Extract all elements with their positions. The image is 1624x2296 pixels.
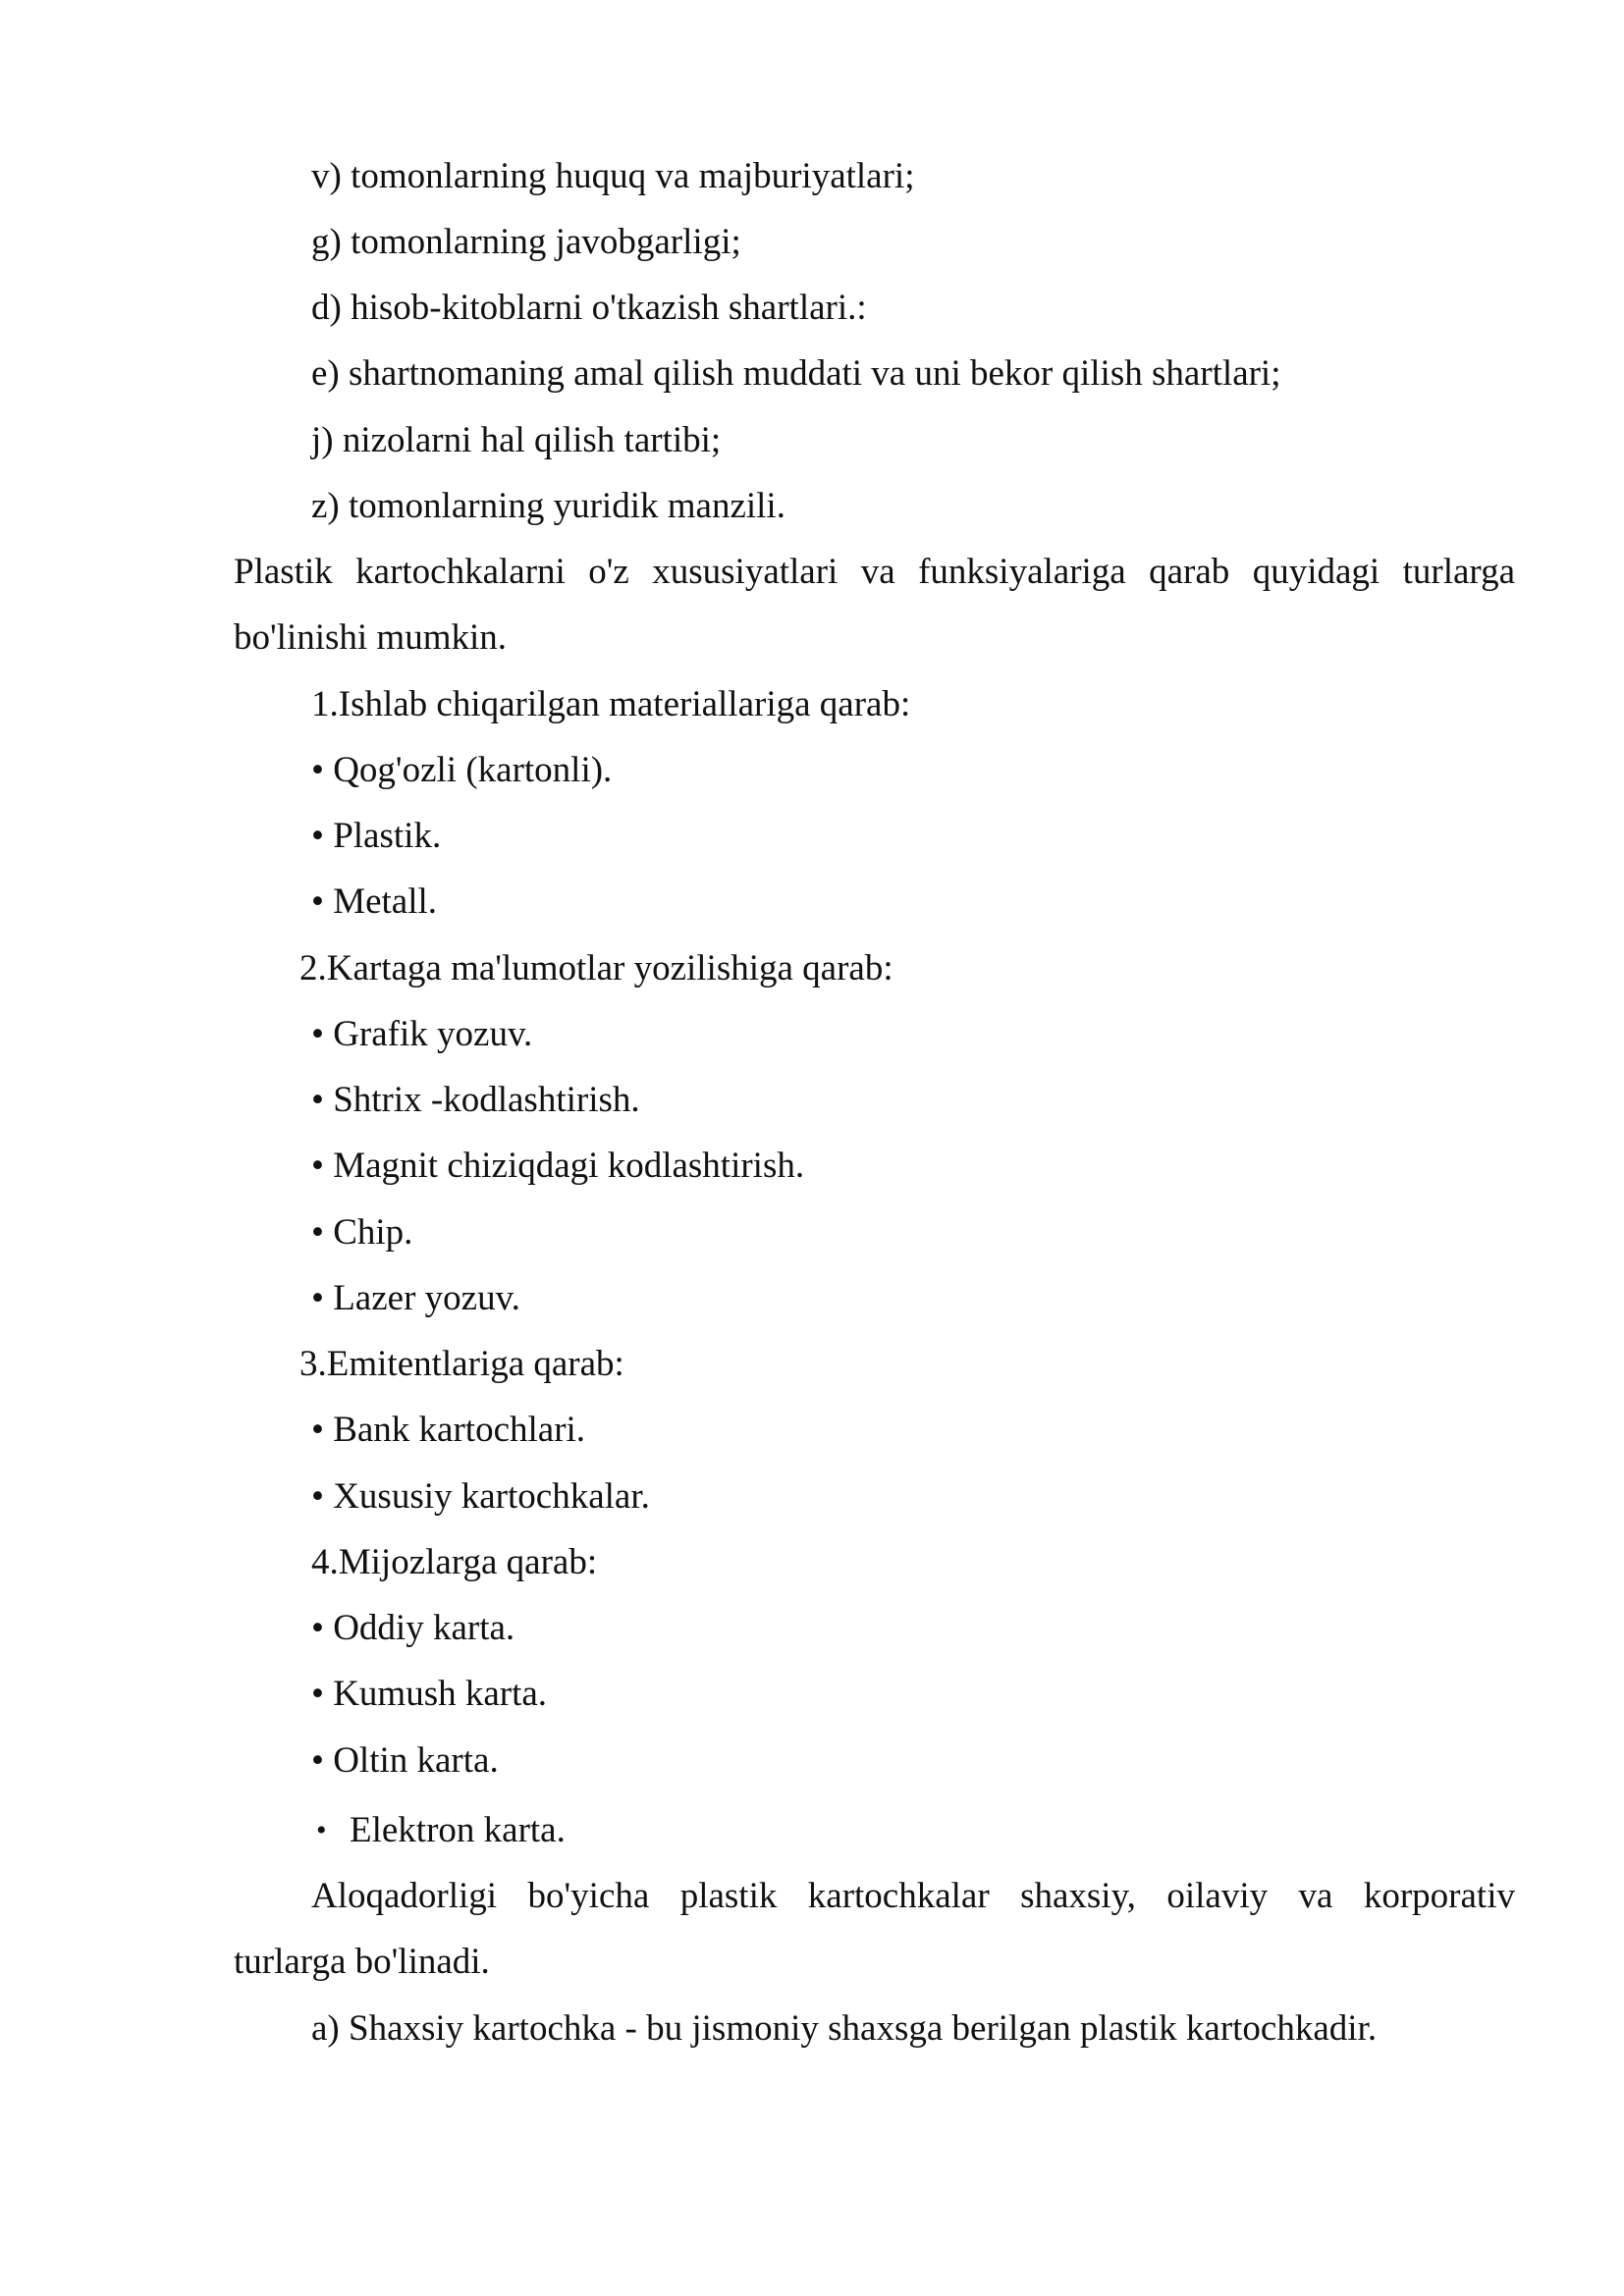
bullet-item: • Metall. — [311, 881, 438, 922]
section-heading-clients: 4.Mijozlarga qarab: — [311, 1542, 598, 1582]
bullet-item: • Magnit chiziqdagi kodlashtirish. — [311, 1146, 805, 1186]
bullet-item: • Shtrix -kodlashtirish. — [311, 1080, 640, 1120]
bullet-item: • Qog'ozli (kartonli). — [311, 750, 613, 790]
paragraph-card-types-line2: bo'linishi mumkin. — [234, 617, 508, 658]
list-item-e: e) shartnomaning amal qilish muddati va uni bekor qilish shartlari; — [311, 353, 1281, 394]
list-item-j: j) nizolarni hal qilish tartibi; — [311, 420, 722, 460]
bullet-item: • Oddiy karta. — [311, 1608, 515, 1648]
bullet-item: • Grafik yozuv. — [311, 1014, 533, 1054]
list-item-g: g) tomonlarning javobgarligi; — [311, 222, 741, 262]
section-heading-issuers: 3.Emitentlariga qarab: — [299, 1344, 624, 1384]
bullet-item: • Bank kartochlari. — [311, 1410, 586, 1450]
bullet-item: • Oltin karta. — [311, 1740, 499, 1781]
paragraph-relation-line2: turlarga bo'linadi. — [234, 1942, 490, 1982]
bullet-item: • Xususiy kartochkalar. — [311, 1476, 650, 1517]
paragraph-relation-line1: Aloqadorligi bo'yicha plastik kartochkalar shaxsiy, oilaviy va korporativ — [311, 1876, 1515, 1916]
definition-personal-card: a) Shaxsiy kartochka - bu jismoniy shaxsga berilgan plastik kartochkadir. — [311, 2008, 1378, 2049]
paragraph-card-types-line1: Plastik kartochkalarni o'z xususiyatlari va funksiyalariga qarab quyidagi turlarga — [234, 552, 1515, 592]
section-heading-data-recording: 2.Kartaga ma'lumotlar yozilishiga qarab: — [299, 948, 893, 988]
list-item-v: v) tomonlarning huquq va majburiyatlari; — [311, 156, 915, 196]
bullet-icon: • — [316, 1814, 327, 1846]
bullet-item: • Chip. — [311, 1212, 413, 1253]
list-item-z: z) tomonlarning yuridik manzili. — [311, 486, 785, 526]
bullet-item: • Kumush karta. — [311, 1674, 548, 1714]
bullet-item: • Lazer yozuv. — [311, 1278, 520, 1318]
list-item-d: d) hisob-kitoblarni o'tkazish shartlari.: — [311, 288, 867, 328]
section-heading-materials: 1.Ishlab chiqarilgan materiallariga qarab: — [311, 684, 911, 724]
bullet-item-electronic: Elektron karta. — [350, 1810, 566, 1850]
bullet-item: • Plastik. — [311, 816, 442, 856]
